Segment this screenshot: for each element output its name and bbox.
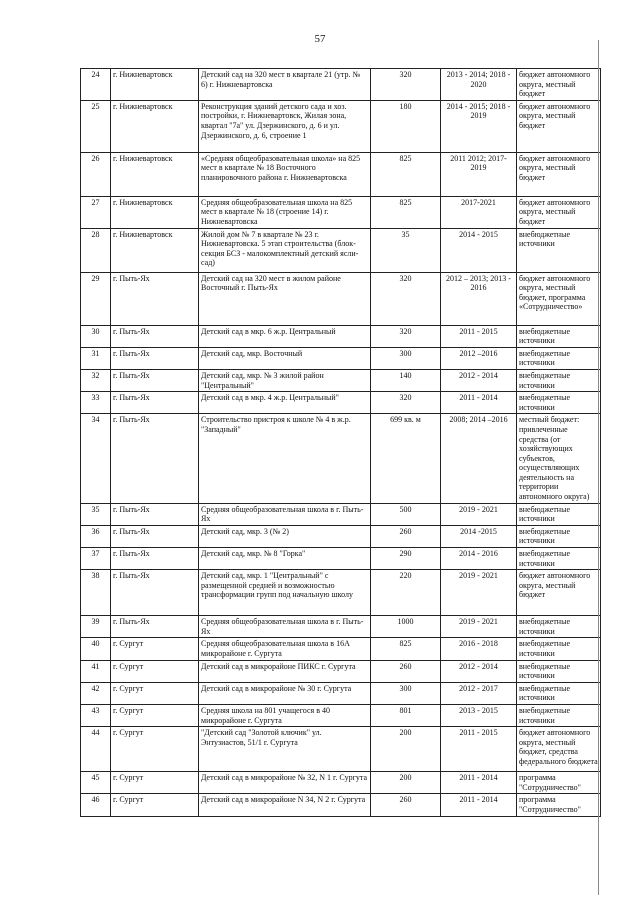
table-row — [81, 414, 601, 503]
row-capacity: 260 — [371, 660, 441, 682]
row-object-name: Средняя общеобразовательная школа в 16А микрорайоне г. Сургута — [199, 638, 371, 660]
row-object-name: Детский сад, мкр. 1 "Центральный" с размещенной средней и возможностью трансформации групп под начальную школу — [199, 570, 371, 616]
table-row — [81, 772, 601, 794]
table-row — [81, 152, 601, 196]
row-funding-source: бюджет автономного округа, местный бюджет — [517, 570, 601, 616]
row-funding-source: внебюджетные источники — [517, 392, 601, 414]
table-row — [81, 503, 601, 525]
row-object-name: Детский сад, мкр. 3 (№ 2) — [199, 525, 371, 547]
row-number: 37 — [81, 548, 111, 570]
row-capacity: 35 — [371, 228, 441, 272]
row-capacity: 300 — [371, 682, 441, 704]
row-capacity: 801 — [371, 704, 441, 726]
table-row — [81, 325, 601, 347]
row-capacity: 825 — [371, 638, 441, 660]
table-row — [81, 794, 601, 816]
row-capacity: 220 — [371, 570, 441, 616]
row-object-name: Средняя общеобразовательная школа в г. Пыть-Ях — [199, 503, 371, 525]
row-funding-source: бюджет автономного округа, местный бюджет, программа «Сотрудничество» — [517, 272, 601, 325]
row-city: г. Пыть-Ях — [111, 347, 199, 369]
row-city: г. Сургут — [111, 727, 199, 772]
row-city: г. Пыть-Ях — [111, 503, 199, 525]
row-number: 30 — [81, 325, 111, 347]
row-period: 2014 - 2016 — [441, 548, 517, 570]
row-capacity: 825 — [371, 152, 441, 196]
table-row — [81, 570, 601, 616]
table-row — [81, 727, 601, 772]
row-object-name: «Средняя общеобразовательная школа» на 825 мест в квартале № 18 Восточного планировочного района г. Нижневартовска — [199, 152, 371, 196]
row-period: 2016 - 2018 — [441, 638, 517, 660]
table-row — [81, 525, 601, 547]
row-period: 2011 2012; 2017-2019 — [441, 152, 517, 196]
row-funding-source: бюджет автономного округа, местный бюджет, средства федерального бюджета — [517, 727, 601, 772]
row-funding-source: бюджет автономного округа, местный бюджет — [517, 69, 601, 101]
row-period: 2012 - 2017 — [441, 682, 517, 704]
row-capacity: 200 — [371, 727, 441, 772]
table-row — [81, 638, 601, 660]
row-number: 42 — [81, 682, 111, 704]
row-funding-source: внебюджетные источники — [517, 638, 601, 660]
table-row — [81, 196, 601, 228]
row-funding-source: местный бюджет: привлеченные средства (от хозяйствующих субъектов, осуществляющих деятельность на территории автономного округа) — [517, 414, 601, 503]
row-funding-source: внебюджетные источники — [517, 369, 601, 391]
row-number: 39 — [81, 616, 111, 638]
row-city: г. Пыть-Ях — [111, 616, 199, 638]
table-row — [81, 392, 601, 414]
row-funding-source: бюджет автономного округа, местный бюджет — [517, 100, 601, 152]
row-capacity: 500 — [371, 503, 441, 525]
row-funding-source: программа "Сотрудничество" — [517, 794, 601, 816]
row-capacity: 260 — [371, 525, 441, 547]
row-number: 41 — [81, 660, 111, 682]
table-row — [81, 682, 601, 704]
row-capacity: 260 — [371, 794, 441, 816]
row-object-name: Строительство пристроя к школе № 4 в ж.р. "Западный" — [199, 414, 371, 503]
row-number: 27 — [81, 196, 111, 228]
row-period: 2012 – 2013; 2013 - 2016 — [441, 272, 517, 325]
table-row — [81, 616, 601, 638]
table-row — [81, 69, 601, 101]
row-capacity: 320 — [371, 272, 441, 325]
row-period: 2011 - 2014 — [441, 392, 517, 414]
row-period: 2013 - 2015 — [441, 704, 517, 726]
row-number: 38 — [81, 570, 111, 616]
row-object-name: Средняя общеобразовательная школа в г. Пыть-Ях — [199, 616, 371, 638]
row-number: 33 — [81, 392, 111, 414]
row-city: г. Сургут — [111, 682, 199, 704]
row-capacity: 1000 — [371, 616, 441, 638]
row-number: 45 — [81, 772, 111, 794]
table-row — [81, 548, 601, 570]
row-capacity: 200 — [371, 772, 441, 794]
row-city: г. Пыть-Ях — [111, 369, 199, 391]
table-row — [81, 100, 601, 152]
row-period: 2008; 2014 –2016 — [441, 414, 517, 503]
row-city: г. Пыть-Ях — [111, 414, 199, 503]
row-period: 2013 - 2014; 2018 - 2020 — [441, 69, 517, 101]
row-city: г. Сургут — [111, 638, 199, 660]
row-funding-source: внебюджетные источники — [517, 682, 601, 704]
row-city: г. Нижневартовск — [111, 100, 199, 152]
row-funding-source: бюджет автономного округа, местный бюджет — [517, 196, 601, 228]
row-number: 28 — [81, 228, 111, 272]
row-funding-source: внебюджетные источники — [517, 616, 601, 638]
row-period: 2012 - 2014 — [441, 660, 517, 682]
row-number: 24 — [81, 69, 111, 101]
page-edge-line — [598, 40, 599, 895]
row-city: г. Сургут — [111, 794, 199, 816]
table-row — [81, 272, 601, 325]
row-capacity: 140 — [371, 369, 441, 391]
row-object-name: Реконструкция зданий детского сада и хоз. постройки, г. Нижневартовск, Жилая зона, квартал "7а" ул. Дзержинского, д. 6 и ул. Дзержинского, д. 6, строение 1 — [199, 100, 371, 152]
row-funding-source: внебюджетные источники — [517, 548, 601, 570]
row-capacity: 300 — [371, 347, 441, 369]
row-funding-source: внебюджетные источники — [517, 325, 601, 347]
row-period: 2011 - 2015 — [441, 325, 517, 347]
row-city: г. Пыть-Ях — [111, 525, 199, 547]
row-city: г. Сургут — [111, 704, 199, 726]
row-number: 36 — [81, 525, 111, 547]
row-object-name: Детский сад, мкр. № 3 жилой район "Центральный" — [199, 369, 371, 391]
row-period: 2019 - 2021 — [441, 503, 517, 525]
row-object-name: Детский сад, мкр. Восточный — [199, 347, 371, 369]
row-funding-source: внебюджетные источники — [517, 704, 601, 726]
row-city: г. Нижневартовск — [111, 228, 199, 272]
row-object-name: Детский сад в микрорайоне № 32, N 1 г. Сургута — [199, 772, 371, 794]
row-object-name: Жилой дом № 7 в квартале № 23 г. Нижневартовска. 5 этап строительства (блок-секция БСЗ - малокомплектный детский ясли-сад) — [199, 228, 371, 272]
row-city: г. Нижневартовск — [111, 196, 199, 228]
row-funding-source: внебюджетные источники — [517, 347, 601, 369]
table-row — [81, 228, 601, 272]
row-object-name: Детский сад, мкр. № 8 "Горка" — [199, 548, 371, 570]
objects-table — [80, 68, 601, 817]
row-object-name: Детский сад в мкр. 4 ж.р. Центральный" — [199, 392, 371, 414]
row-city: г. Сургут — [111, 660, 199, 682]
row-object-name: Средняя общеобразовательная школа на 825 мест в квартале № 18 (строение 14) г. Нижневартовска — [199, 196, 371, 228]
row-number: 43 — [81, 704, 111, 726]
page-number: 57 — [314, 33, 326, 45]
row-object-name: Детский сад в микрорайоне № 30 г. Сургута — [199, 682, 371, 704]
row-period: 2012 - 2014 — [441, 369, 517, 391]
row-period: 2017-2021 — [441, 196, 517, 228]
row-funding-source: внебюджетные источники — [517, 503, 601, 525]
row-period: 2014 - 2015 — [441, 228, 517, 272]
row-period: 2014 -2015 — [441, 525, 517, 547]
row-city: г. Пыть-Ях — [111, 392, 199, 414]
table-row — [81, 347, 601, 369]
row-period: 2019 - 2021 — [441, 570, 517, 616]
table-row — [81, 369, 601, 391]
row-number: 29 — [81, 272, 111, 325]
row-period: 2014 - 2015; 2018 - 2019 — [441, 100, 517, 152]
row-capacity: 825 — [371, 196, 441, 228]
row-number: 32 — [81, 369, 111, 391]
row-period: 2011 - 2015 — [441, 727, 517, 772]
row-period: 2012 –2016 — [441, 347, 517, 369]
row-capacity: 290 — [371, 548, 441, 570]
row-city: г. Пыть-Ях — [111, 548, 199, 570]
table-row — [81, 704, 601, 726]
row-capacity: 320 — [371, 392, 441, 414]
row-object-name: Детский сад на 320 мест в жилом районе Восточный г. Пыть-Ях — [199, 272, 371, 325]
row-city: г. Пыть-Ях — [111, 272, 199, 325]
row-number: 46 — [81, 794, 111, 816]
row-funding-source: внебюджетные источники — [517, 228, 601, 272]
row-capacity: 180 — [371, 100, 441, 152]
row-city: г. Сургут — [111, 772, 199, 794]
row-funding-source: внебюджетные источники — [517, 525, 601, 547]
row-capacity: 320 — [371, 69, 441, 101]
row-period: 2011 - 2014 — [441, 794, 517, 816]
row-number: 40 — [81, 638, 111, 660]
row-number: 44 — [81, 727, 111, 772]
row-city: г. Пыть-Ях — [111, 325, 199, 347]
row-object-name: Детский сад в микрорайоне N 34, N 2 г. Сургута — [199, 794, 371, 816]
row-city: г. Нижневартовск — [111, 69, 199, 101]
row-funding-source: внебюджетные источники — [517, 660, 601, 682]
row-city: г. Пыть-Ях — [111, 570, 199, 616]
row-period: 2019 - 2021 — [441, 616, 517, 638]
row-number: 25 — [81, 100, 111, 152]
row-city: г. Нижневартовск — [111, 152, 199, 196]
row-capacity: 320 — [371, 325, 441, 347]
row-number: 34 — [81, 414, 111, 503]
row-number: 35 — [81, 503, 111, 525]
row-object-name: "Детский сад "Золотой ключик" ул. Энтузиастов, 51/1 г. Сургута — [199, 727, 371, 772]
row-object-name: Детский сад в мкр. 6 ж.р. Центральный — [199, 325, 371, 347]
row-funding-source: программа "Сотрудничество" — [517, 772, 601, 794]
row-object-name: Средняя школа на 801 учащегося в 40 микрорайоне г. Сургута — [199, 704, 371, 726]
row-capacity: 699 кв. м — [371, 414, 441, 503]
row-object-name: Детский сад в микрорайоне ПИКС г. Сургута — [199, 660, 371, 682]
row-funding-source: бюджет автономного округа, местный бюджет — [517, 152, 601, 196]
row-object-name: Детский сад на 320 мест в квартале 21 (утр. № 6) г. Нижневартовска — [199, 69, 371, 101]
table-row — [81, 660, 601, 682]
row-number: 26 — [81, 152, 111, 196]
row-number: 31 — [81, 347, 111, 369]
row-period: 2011 - 2014 — [441, 772, 517, 794]
